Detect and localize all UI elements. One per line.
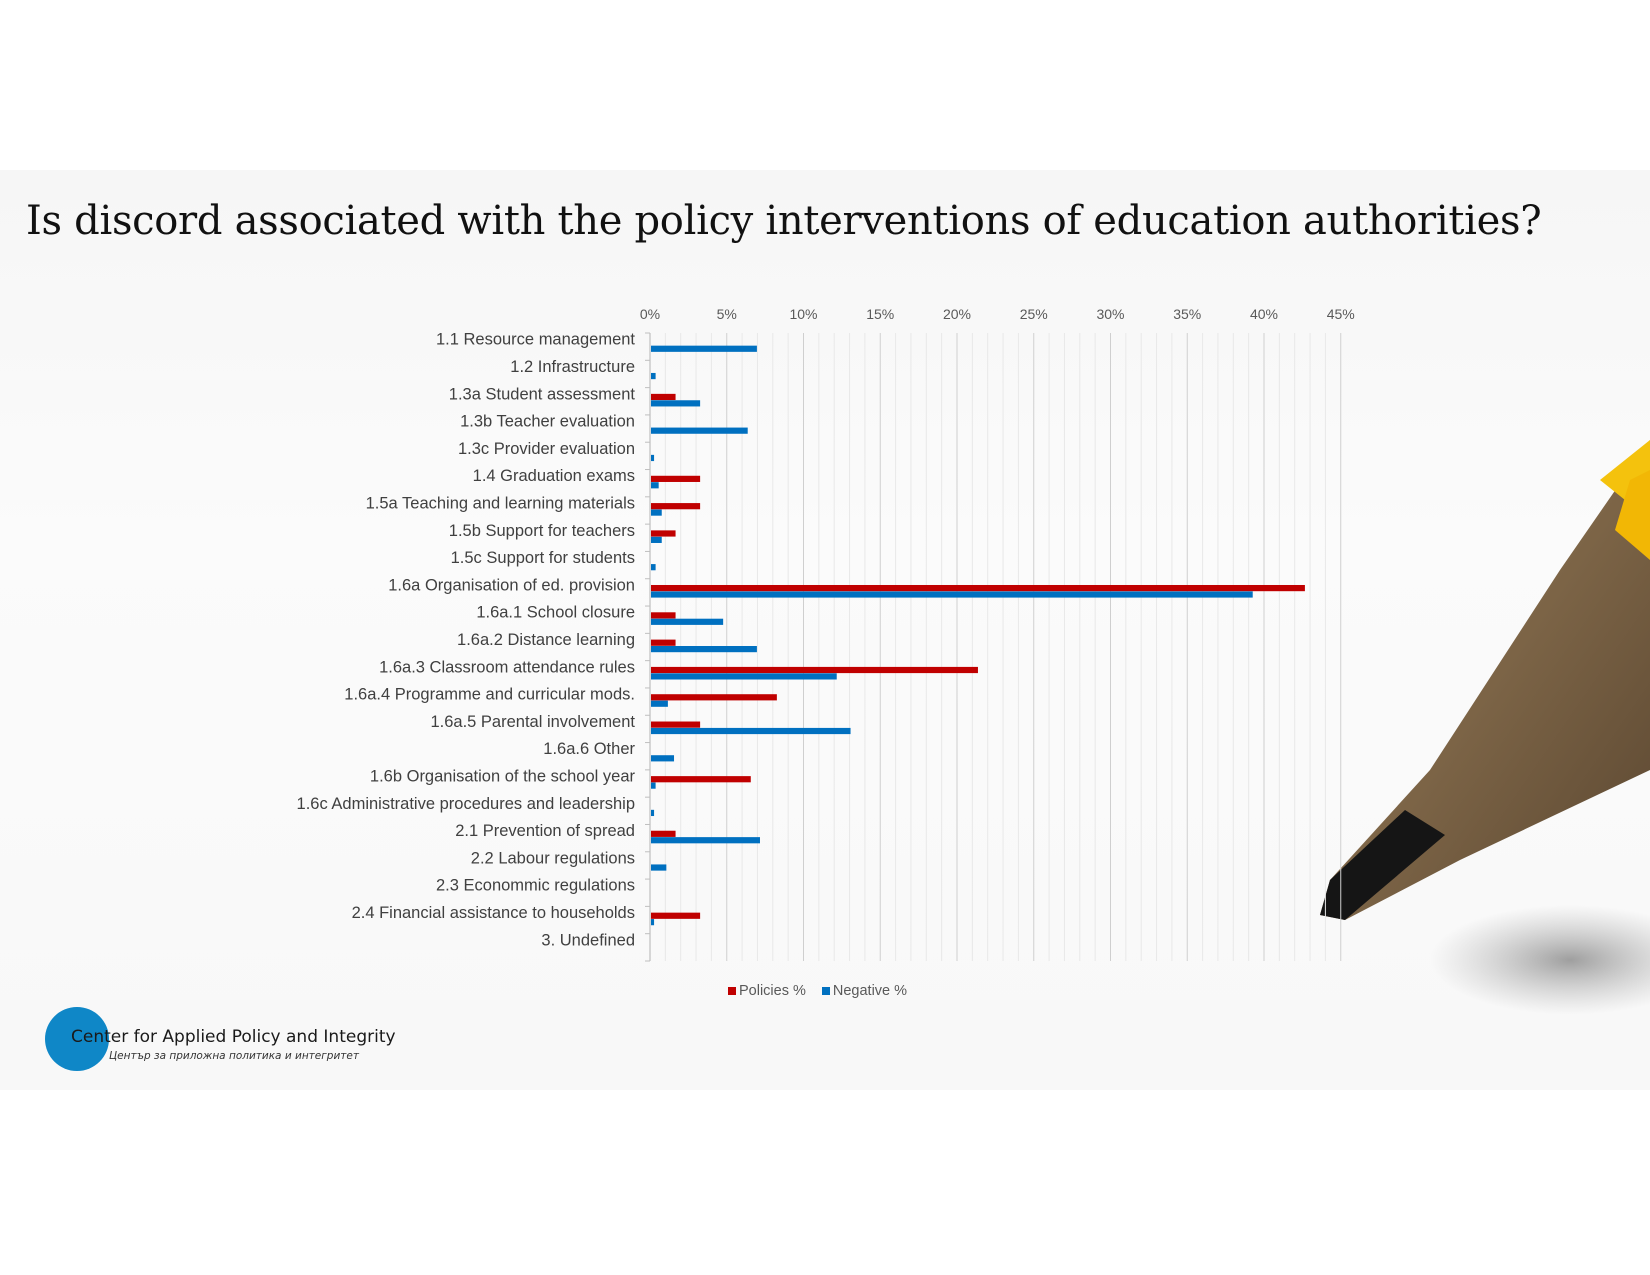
bar-policies: [651, 612, 676, 618]
x-tick-label: 20%: [942, 306, 972, 322]
category-label: 1.6a.2 Distance learning: [457, 631, 635, 649]
bar-policies: [651, 585, 1305, 591]
bar-negative: [651, 591, 1253, 597]
chart-bars: [651, 346, 1305, 926]
category-label: 1.6a.6 Other: [543, 740, 635, 759]
category-label: 1.5c Support for students: [450, 549, 635, 568]
bar-policies: [651, 667, 978, 673]
legend-label-negative: Negative %: [832, 983, 908, 999]
bar-negative: [651, 400, 700, 406]
logo-name: Center for Applied Policy and Integrity: [71, 1027, 396, 1047]
slide-title: Is discord associated with the policy interventions of education authorities?: [26, 198, 1542, 244]
category-label: 1.6c Administrative procedures and leadership: [296, 794, 635, 813]
x-axis-ticks: [640, 306, 1355, 322]
category-label: 1.4 Graduation exams: [472, 467, 635, 486]
bar-negative: [651, 673, 837, 679]
category-label: 1.5a Teaching and learning materials: [365, 494, 635, 513]
category-label: 1.5b Support for teachers: [448, 521, 635, 540]
category-label: 3. Undefined: [541, 931, 635, 950]
bar-policies: [651, 776, 751, 782]
category-label: 2.2 Labour regulations: [470, 849, 635, 868]
bar-negative: [651, 919, 654, 925]
x-tick-label: 30%: [1096, 306, 1125, 322]
bar-negative: [651, 783, 656, 789]
category-label: 1.1 Resource management: [435, 330, 635, 349]
bar-policies: [651, 913, 700, 919]
legend-item-policies: [728, 983, 806, 999]
bar-policies: [651, 831, 676, 837]
bar-negative: [651, 728, 851, 734]
bar-negative: [651, 810, 654, 816]
logo-subtitle: Център за приложна политика и интегритет: [109, 1050, 359, 1062]
category-label: 1.6a.4 Programme and curricular mods.: [344, 685, 635, 704]
bar-negative: [651, 619, 723, 625]
category-label: 1.6a.1 School closure: [476, 603, 635, 622]
bar-negative: [651, 564, 656, 570]
x-tick-label: 5%: [716, 306, 737, 322]
legend-label-policies: Policies %: [739, 983, 806, 999]
x-tick-label: 10%: [789, 306, 818, 322]
bar-negative: [651, 864, 666, 870]
legend-swatch-policies: [728, 987, 736, 995]
bar-negative: [651, 482, 659, 488]
x-tick-label: 40%: [1249, 306, 1279, 322]
bar-policies: [651, 476, 700, 482]
category-label: 1.6b Organisation of the school year: [369, 767, 635, 786]
bar-policies: [651, 530, 676, 536]
x-tick-label: 25%: [1019, 306, 1048, 322]
chart-gridlines: [665, 333, 1340, 961]
category-label: 2.3 Econommic regulations: [435, 876, 635, 895]
category-labels: [297, 331, 636, 950]
category-label: 1.6a.3 Classroom attendance rules: [379, 658, 635, 677]
bar-negative: [651, 537, 662, 543]
bar-negative: [651, 755, 674, 761]
category-label: 1.3c Provider evaluation: [457, 439, 635, 458]
bar-negative: [651, 646, 757, 652]
legend-swatch-negative: [822, 987, 830, 995]
category-label: 2.1 Prevention of spread: [455, 822, 635, 841]
legend-item-negative: [822, 983, 907, 999]
chart-legend: [728, 983, 907, 999]
bar-policies: [651, 394, 676, 400]
organization-logo: [45, 1007, 396, 1073]
bar-policies: [651, 694, 777, 700]
category-label: 1.2 Infrastructure: [510, 357, 635, 376]
bar-negative: [651, 701, 668, 707]
bar-negative: [651, 373, 656, 379]
category-label: 1.3a Student assessment: [448, 385, 635, 404]
bar-policies: [651, 503, 700, 509]
category-label: 2.4 Financial assistance to households: [351, 904, 635, 923]
bar-negative: [651, 346, 757, 352]
bar-policies: [651, 640, 676, 646]
bar-negative: [651, 509, 662, 515]
category-axis: [645, 333, 650, 961]
x-tick-label: 45%: [1326, 306, 1355, 322]
bar-negative: [651, 428, 748, 434]
x-tick-label: 15%: [866, 306, 895, 322]
category-label: 1.6a Organisation of ed. provision: [388, 576, 635, 595]
bar-policies: [651, 722, 700, 728]
category-label: 1.3b Teacher evaluation: [460, 412, 635, 431]
bar-negative: [651, 455, 654, 461]
bar-negative: [651, 837, 760, 843]
x-tick-label: 0%: [639, 306, 661, 322]
x-tick-label: 35%: [1173, 306, 1202, 322]
category-label: 1.6a.5 Parental involvement: [430, 712, 635, 731]
